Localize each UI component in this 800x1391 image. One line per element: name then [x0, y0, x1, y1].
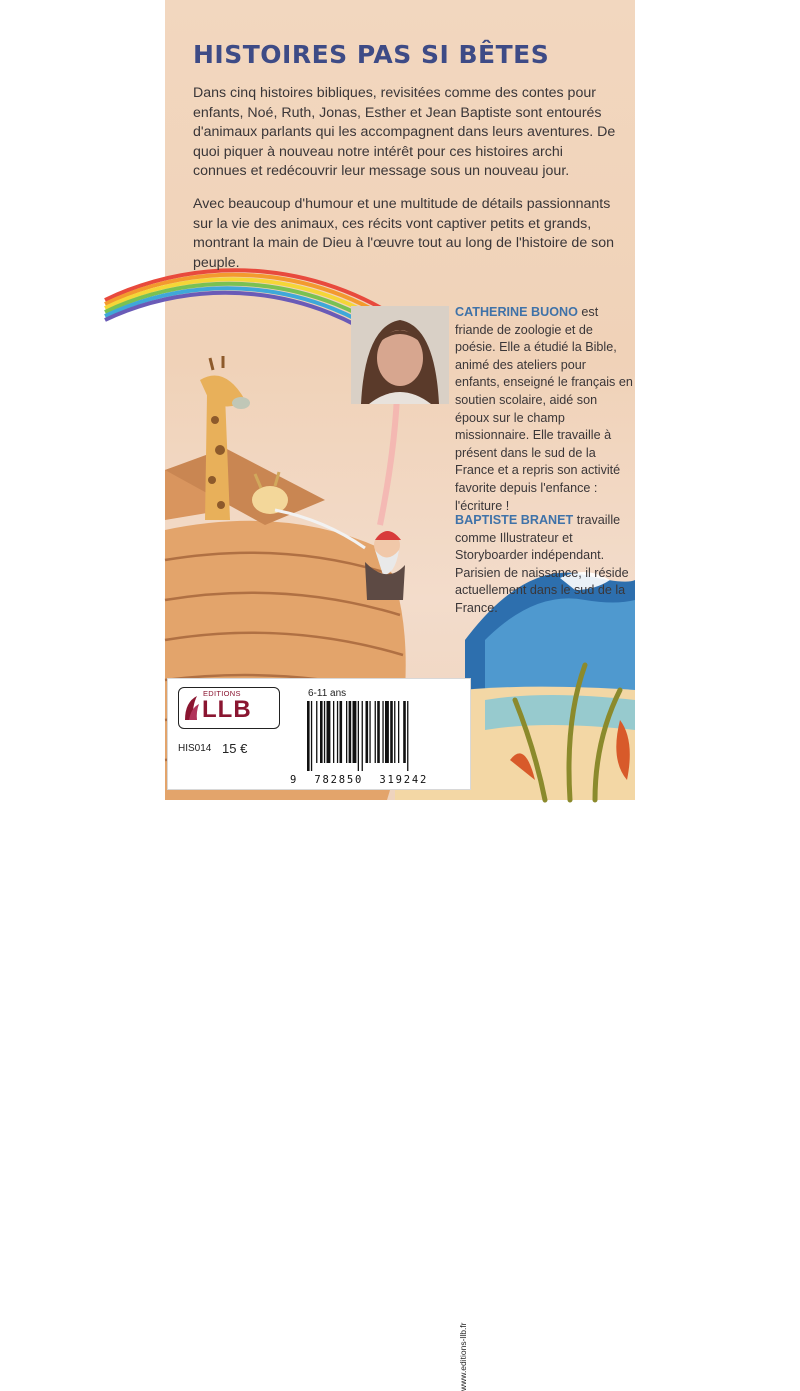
barcode-bar [327, 701, 331, 763]
barcode-bar [403, 701, 406, 763]
barcode-bar [349, 701, 352, 763]
age-range: 6-11 ans [308, 688, 346, 699]
barcode-bar [390, 701, 393, 763]
illustrator-bio-text: travaille comme Illustrateur et Storyboarder indépendant. Parisien de naissance, il réside actuellement dans le sud de la France. [455, 513, 629, 615]
price: 15 € [222, 741, 247, 756]
barcode-bar [307, 701, 310, 771]
barcode-bar [385, 701, 389, 763]
isbn-barcode [303, 701, 453, 771]
author-photo [351, 306, 449, 404]
product-code: HIS014 [178, 743, 211, 754]
barcode-bar [366, 701, 369, 763]
isbn-prefix: 9 [290, 774, 298, 786]
barcode-bar [362, 701, 363, 771]
barcode-bar [369, 701, 370, 763]
author-bio-text: est friande de zoologie et de poésie. Elle a étudié la Bible, animé des ateliers pour enfants, enseigné le français en soutien scolaire, aidé son époux sur le champ missionnaire. Elle travaille à présent dans le sud de la France et a repris son activité favorite depuis l'enfance : l'écriture ! [455, 305, 633, 513]
publisher-website: www.editions-llb.fr [458, 1323, 468, 1391]
barcode-bar [324, 701, 325, 763]
isbn-group-1: 782850 [314, 774, 363, 786]
summary-paragraph-2: Avec beaucoup d'humour et une multitude de détails passionnants sur la vie des animaux, ces récits vont captiver petits et grands, montrant la main de Dieu à l'œuvre tout au long de l'histoire de son peuple. [193, 195, 618, 273]
barcode-bar [407, 701, 408, 771]
barcode-bar [377, 701, 380, 763]
barcode-bar [340, 701, 343, 763]
barcode-bar [394, 701, 395, 763]
barcode-bar [398, 701, 399, 763]
barcode-bar [320, 701, 323, 763]
author-bio [455, 304, 633, 515]
barcode-bar [333, 701, 334, 763]
publisher-logo-icon [183, 694, 201, 722]
isbn-group-2: 319242 [379, 774, 428, 786]
publisher-logo [178, 687, 280, 729]
summary-paragraph-1: Dans cinq histoires bibliques, revisitées comme des contes pour enfants, Noé, Ruth, Jonas, Esther et Jean Baptiste sont entourés d'animaux parlants qui les accompagnent dans leurs aventures. De quoi piquer à nouveau notre intérêt pour ces histoires archi connues et redécouvrir leur message sous un nouveau jour. [193, 84, 618, 182]
publisher-logo-top: EDITIONS [203, 689, 241, 698]
author-name: CATHERINE BUONO [455, 305, 578, 319]
isbn-number [290, 774, 428, 786]
barcode-bar [346, 701, 347, 763]
barcode-bar [316, 701, 317, 763]
barcode-bar [375, 701, 376, 763]
barcode-bar [382, 701, 383, 763]
illustrator-name: BAPTISTE BRANET [455, 513, 573, 527]
barcode-bar [358, 701, 359, 771]
publisher-logo-main: LLB [202, 696, 252, 724]
book-title: HISTOIRES PAS SI BÊTES [193, 40, 549, 69]
book-back-cover [165, 0, 635, 800]
barcode-bar [337, 701, 338, 763]
barcode-panel [167, 678, 471, 790]
barcode-bar [353, 701, 357, 763]
barcode-bar [311, 701, 312, 771]
illustrator-bio [455, 512, 633, 618]
